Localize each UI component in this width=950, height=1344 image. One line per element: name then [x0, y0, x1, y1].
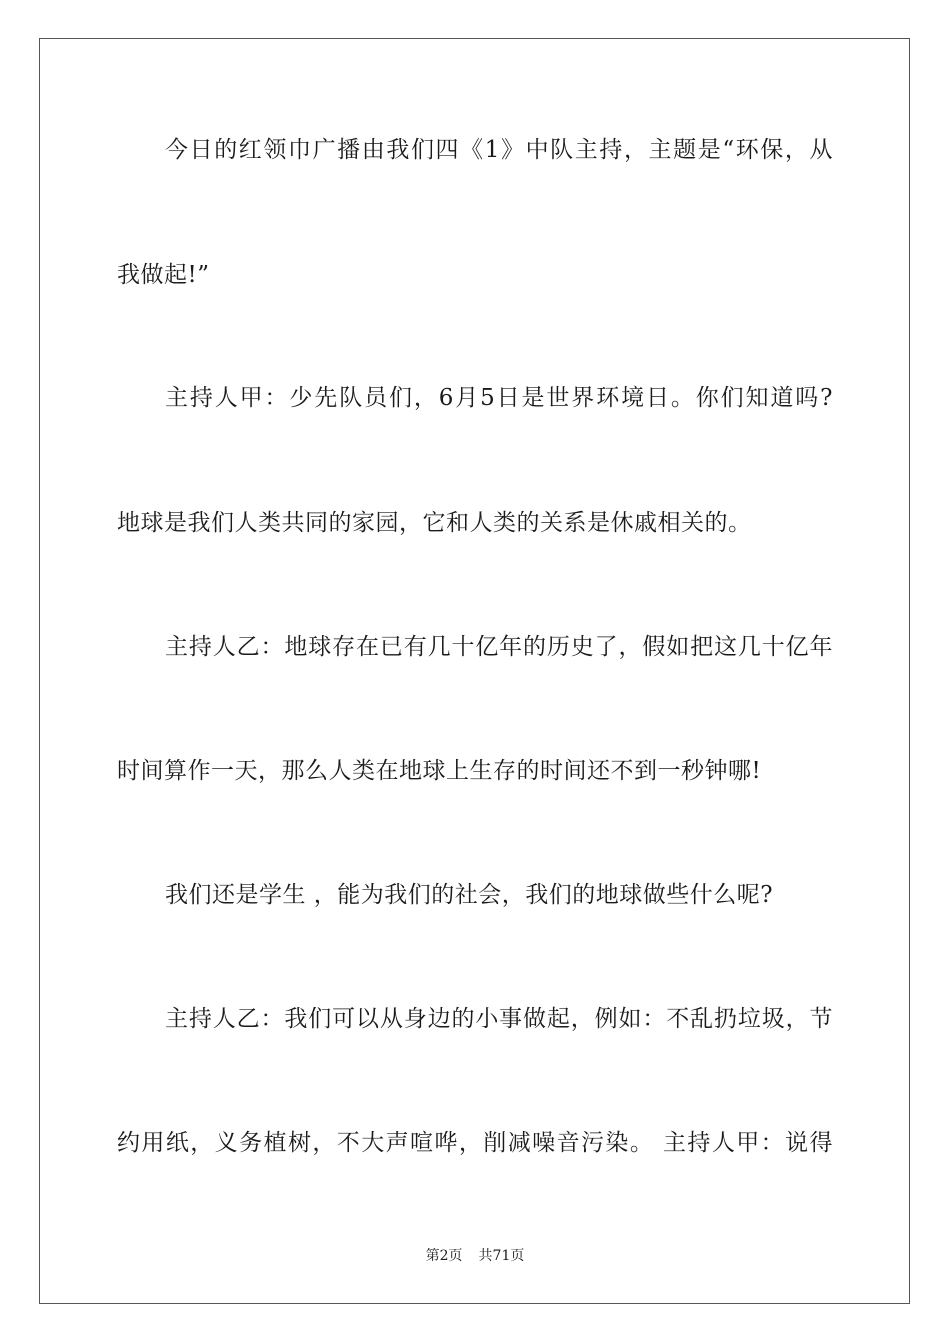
paragraph-line: 主持人甲：少先队员们，6月5日是世界环境日。你们知道吗? [165, 385, 833, 411]
paragraph-line: 约用纸，义务植树，不大声喧哗，削减噪音污染。 主持人甲：说得 [117, 1130, 833, 1156]
paragraph-line: 地球是我们人类共同的家园，它和人类的关系是休戚相关的。 [117, 510, 752, 536]
paragraph-line: 主持人乙：地球存在已有几十亿年的历史了，假如把这几十亿年 [165, 634, 833, 660]
paragraph-line: 今日的红领巾广播由我们四《1》中队主持，主题是“环保，从 [165, 137, 833, 163]
page-frame [39, 38, 910, 1304]
page-total: 共71页 [478, 1248, 525, 1264]
paragraph-line: 我们还是学生 ，能为我们的社会，我们的地球做些什么呢? [165, 882, 774, 908]
paragraph-line: 主持人乙：我们可以从身边的小事做起，例如：不乱扔垃圾，节 [165, 1006, 833, 1032]
page-footer [0, 1246, 950, 1266]
page-number: 第2页 [425, 1248, 463, 1264]
paragraph-line: 我做起!” [117, 262, 210, 288]
paragraph-line: 时间算作一天，那么人类在地球上生存的时间还不到一秒钟哪! [117, 758, 762, 784]
